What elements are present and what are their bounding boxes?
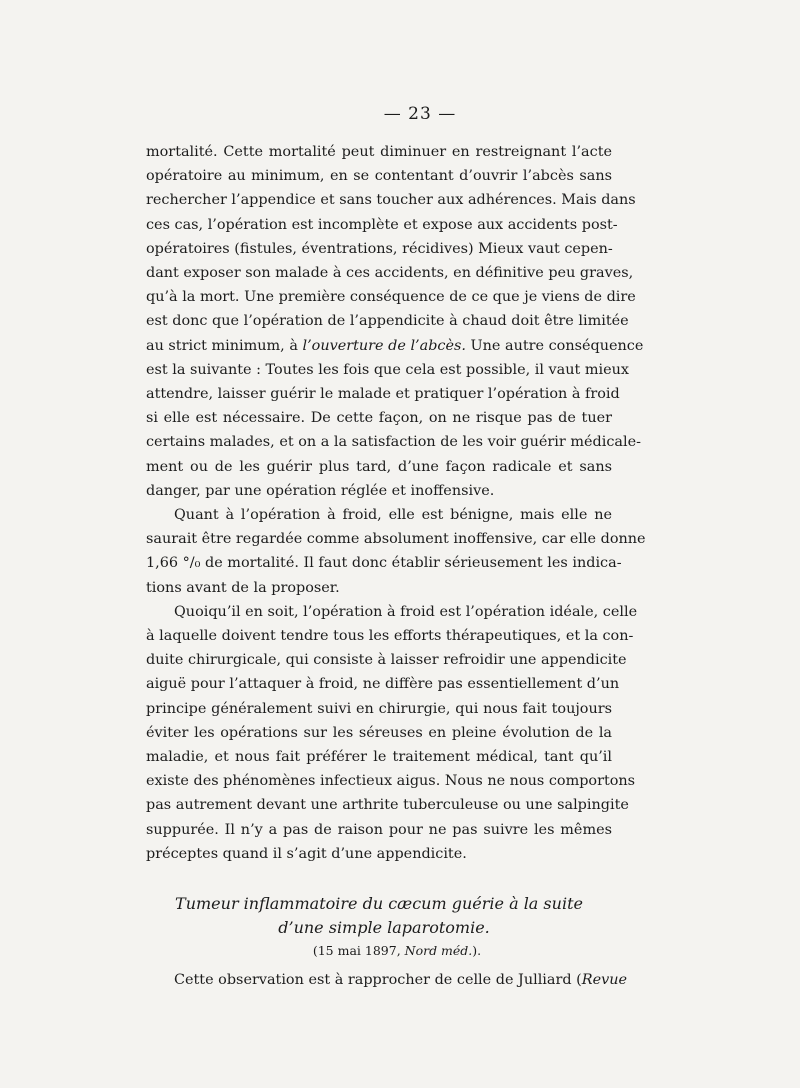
text-line: danger, par une opération réglée et inoffensive.: [146, 482, 495, 499]
case-heading: [146, 892, 612, 940]
text-line: mortalité. Cette mortalité peut diminuer en restreignant l’acte: [146, 144, 612, 160]
text-fragment: Cette observation est à rapprocher de celle de Julliard (: [174, 972, 582, 989]
emphasis-text: l’ouverture de l’abcès.: [302, 337, 466, 354]
text-line: si elle est nécessaire. De cette façon, on ne risque pas de tuer: [146, 410, 612, 427]
text-line: ces cas, l’opération est incomplète et expose aux accidents post-: [146, 216, 618, 233]
text-line: pas autrement devant une arthrite tuberculeuse ou une salpingite: [146, 797, 629, 814]
text-line: aiguë pour l’attaquer à froid, ne diffère pas essentiellement d’un: [146, 676, 620, 693]
text-line: 1,66 °/₀ de mortalité. Il faut donc établir sérieusement les indica-: [146, 555, 622, 572]
case-source-date: (15 mai 1897,: [312, 943, 405, 959]
closing-line: [146, 968, 628, 992]
text-line: principe généralement suivi en chirurgie, qui nous fait toujours: [146, 700, 612, 717]
text-line-with-emphasis: [146, 334, 644, 358]
text-line: Quant à l’opération à froid, elle est bénigne, mais elle ne: [174, 507, 612, 524]
page-number: — 23 —: [383, 104, 457, 124]
case-source-journal: Nord méd.: [404, 943, 473, 959]
text-line: est la suivante : Toutes les fois que cela est possible, il vaut mieux: [146, 361, 629, 378]
text-line: attendre, laisser guérir le malade et pratiquer l’opération à froid: [146, 386, 620, 403]
text-line: est donc que l’opération de l’appendicite à chaud doit être limitée: [146, 313, 629, 330]
paragraph-3: [146, 600, 638, 866]
paragraph-2: [146, 503, 646, 600]
text-line: préceptes quand il s’agit d’une appendicite.: [146, 845, 467, 862]
text-line: opératoires (fistules, éventrations, récidives) Mieux vaut cepen-: [146, 240, 613, 257]
emphasis-text: Revue: [581, 972, 628, 989]
text-line: maladie, et nous fait préférer le traitement médical, tant qu’il: [146, 749, 612, 766]
text-line: duite chirurgicale, qui consiste à laisser refroidir une appendicite: [146, 652, 627, 669]
case-source: [146, 940, 612, 962]
text-line: opératoire au minimum, en se contentant d’ouvrir l’abcès sans: [146, 168, 612, 185]
text-line: qu’à la mort. Une première conséquence de ce que je viens de dire: [146, 289, 636, 306]
text-line: à laquelle doivent tendre tous les efforts thérapeutiques, et la con-: [146, 628, 634, 645]
text-line: tions avant de la proposer.: [146, 579, 340, 596]
text-line: Quoiqu’il en soit, l’opération à froid est l’opération idéale, celle: [174, 603, 638, 620]
text-fragment: au strict minimum, à: [146, 337, 303, 354]
text-line: ment ou de les guérir plus tard, d’une façon radicale et sans: [146, 458, 612, 475]
case-source-close: ).: [472, 943, 482, 959]
text-line: éviter les opérations sur les séreuses en pleine évolution de la: [146, 724, 612, 741]
paragraph-1: [146, 140, 644, 503]
text-line-with-emphasis: [146, 968, 628, 992]
text-line: suppurée. Il n’y a pas de raison pour ne pas suivre les mêmes: [146, 821, 612, 838]
body-text: [146, 140, 646, 992]
text-fragment: Une autre conséquence: [465, 337, 644, 354]
text-line: rechercher l’appendice et sans toucher aux adhérences. Mais dans: [146, 192, 636, 209]
case-heading-line: Tumeur inflammatoire du cæcum guérie à la suite: [175, 894, 583, 914]
text-line: saurait être regardée comme absolument inoffensive, car elle donne: [146, 531, 646, 548]
text-line: dant exposer son malade à ces accidents, en définitive peu graves,: [146, 265, 634, 282]
text-line: certains malades, et on a la satisfaction de les voir guérir médicale-: [146, 434, 641, 451]
text-line: existe des phénomènes infectieux aigus. Nous ne nous comportons: [146, 773, 636, 790]
case-heading-line: d’une simple laparotomie.: [278, 918, 490, 938]
